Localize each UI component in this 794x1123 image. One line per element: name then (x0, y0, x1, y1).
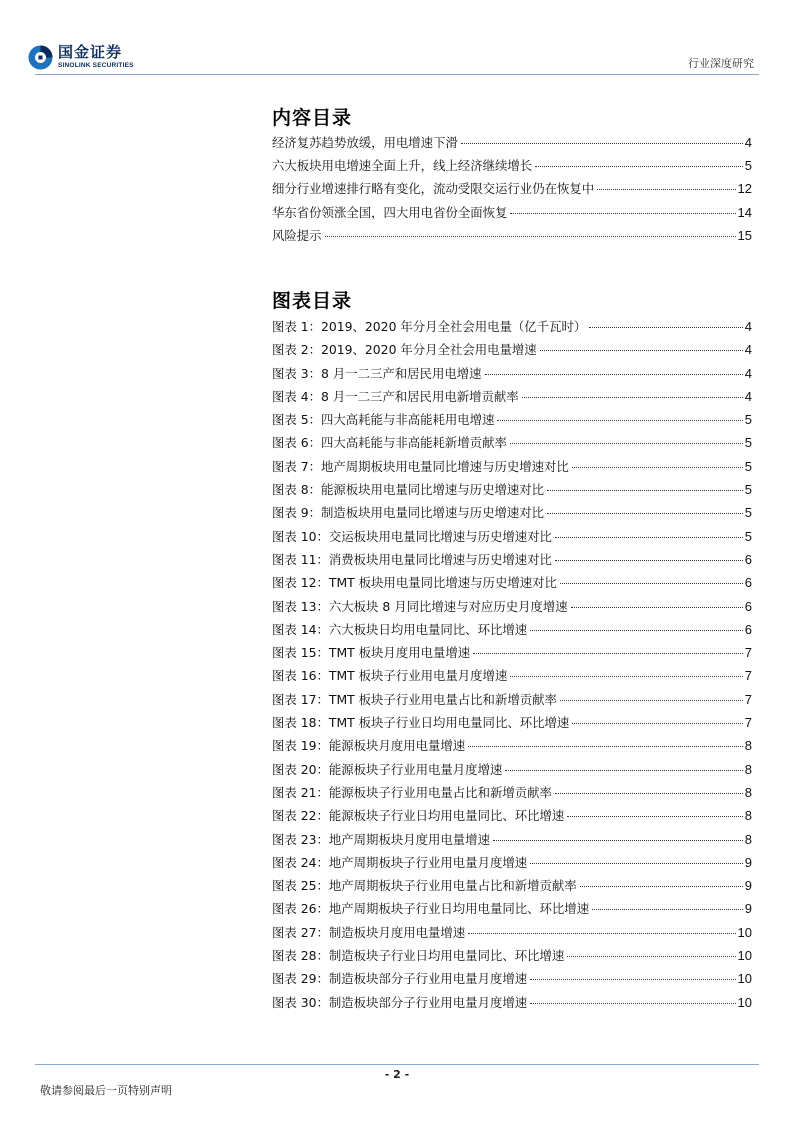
dot-leader (510, 676, 742, 677)
toc-entry-label: 图表 6：四大高耗能与非高能耗新增贡献率 (272, 435, 507, 451)
toc-entry-page: 5 (744, 505, 752, 521)
dot-leader (589, 327, 743, 328)
disclaimer-text: 敬请参阅最后一页特别声明 (40, 1084, 172, 1097)
toc-entry-page: 6 (744, 575, 752, 591)
toc-entry[interactable] (272, 899, 752, 922)
toc-entry-page: 9 (744, 854, 752, 870)
toc-entry-label: 图表 4：8 月一二三产和居民用电新增贡献率 (272, 388, 519, 404)
toc-entry[interactable] (272, 573, 752, 596)
toc-entry-page: 12 (737, 181, 752, 197)
dot-leader (580, 886, 743, 887)
toc-entry-label: 图表 30：制造板块部分子行业用电量月度增速 (272, 994, 528, 1010)
toc-entry-page: 10 (737, 971, 752, 987)
toc-entry-label: 图表 14：六大板块日均用电量同比、环比增速 (272, 621, 528, 637)
toc-entry-label: 图表 1：2019、2020 年分月全社会用电量（亿千瓦时） (272, 319, 587, 334)
footer-divider (35, 1064, 759, 1065)
toc-entry-label: 风险提示 (272, 227, 322, 243)
toc-entry[interactable] (272, 666, 752, 689)
toc-entry-label: 经济复苏趋势放缓，用电增速下滑 (272, 135, 458, 150)
dot-leader (530, 863, 743, 864)
toc-entry-page: 8 (744, 808, 752, 824)
toc-entry-label: 华东省份领涨全国，四大用电省份全面恢复 (272, 204, 508, 220)
toc-entry-label: 图表 9：制造板块用电量同比增速与历史增速对比 (272, 505, 545, 521)
toc-entry-label: 图表 11：消费板块用电量同比增速与历史增速对比 (272, 551, 552, 567)
dot-leader (468, 933, 735, 934)
dot-leader (555, 560, 743, 561)
toc-entry-page: 15 (737, 227, 752, 243)
toc-entry-page: 5 (744, 458, 752, 474)
toc-entry[interactable] (272, 133, 752, 156)
dot-leader (522, 397, 743, 398)
dot-leader (468, 746, 743, 747)
toc-entry-page: 7 (744, 668, 752, 684)
dot-leader (530, 630, 743, 631)
toc-entry[interactable] (272, 203, 752, 226)
toc-entry-page: 7 (744, 715, 752, 731)
dot-leader (547, 513, 743, 514)
toc-entry-page: 6 (744, 551, 752, 567)
toc-entry[interactable] (272, 830, 752, 853)
toc-entry-page: 10 (737, 948, 752, 964)
toc-entry-label: 图表 10：交运板块用电量同比增速与历史增速对比 (272, 528, 552, 544)
contents-list (272, 133, 752, 249)
dot-leader (505, 770, 742, 771)
toc-entry-page: 8 (744, 738, 752, 754)
dot-leader (567, 956, 735, 957)
dot-leader (535, 166, 743, 167)
figures-title: 图表目录 (272, 290, 353, 312)
dot-leader (530, 979, 735, 980)
toc-entry-page: 7 (744, 691, 752, 707)
toc-entry-page: 9 (744, 901, 752, 917)
toc-entry-label: 图表 3：8 月一二三产和居民用电增速 (272, 365, 482, 381)
toc-entry-page: 6 (744, 598, 752, 614)
toc-entry[interactable] (272, 853, 752, 876)
toc-entry[interactable] (272, 760, 752, 783)
toc-entry[interactable] (272, 643, 752, 666)
dot-leader (572, 467, 743, 468)
dot-leader (560, 700, 743, 701)
toc-entry-page: 10 (737, 994, 752, 1010)
toc-entry-label: 图表 24：地产周期板块子行业用电量月度增速 (272, 854, 528, 870)
toc-entry-page: 4 (744, 365, 752, 381)
toc-entry[interactable] (272, 364, 752, 387)
company-logo (28, 44, 134, 70)
dot-leader (325, 236, 736, 237)
toc-entry[interactable] (272, 946, 752, 969)
toc-entry[interactable] (272, 226, 752, 249)
toc-entry[interactable] (272, 527, 752, 550)
toc-entry[interactable] (272, 387, 752, 410)
toc-entry[interactable] (272, 993, 752, 1016)
toc-entry[interactable] (272, 480, 752, 503)
toc-entry[interactable] (272, 503, 752, 526)
toc-entry-label: 图表 12：TMT 板块用电量同比增速与历史增速对比 (272, 575, 557, 591)
toc-entry[interactable] (272, 179, 752, 202)
toc-entry-page: 8 (744, 831, 752, 847)
dot-leader (560, 583, 743, 584)
toc-entry-label: 细分行业增速排行略有变化，流动受限交运行业仍在恢复中 (272, 181, 595, 197)
report-type-label: 行业深度研究 (688, 57, 754, 70)
toc-entry[interactable] (272, 340, 752, 363)
toc-entry-label: 图表 21：能源板块子行业用电量占比和新增贡献率 (272, 784, 552, 800)
figures-list (272, 317, 752, 1016)
toc-entry-page: 4 (744, 135, 752, 150)
toc-entry-label: 图表 17：TMT 板块子行业用电量占比和新增贡献率 (272, 691, 557, 707)
toc-entry-page: 9 (744, 878, 752, 894)
logo-icon (28, 45, 53, 70)
toc-entry-label: 六大板块用电增速全面上升，线上经济继续增长 (272, 158, 533, 174)
toc-entry-label: 图表 28：制造板块子行业日均用电量同比、环比增速 (272, 948, 565, 964)
dot-leader (592, 909, 743, 910)
dot-leader (473, 653, 743, 654)
dot-leader (530, 1003, 735, 1004)
toc-entry-label: 图表 7：地产周期板块用电量同比增速与历史增速对比 (272, 458, 569, 474)
toc-entry[interactable] (272, 923, 752, 946)
toc-entry-page: 5 (744, 412, 752, 428)
dot-leader (493, 840, 743, 841)
dot-leader (540, 350, 743, 351)
dot-leader (510, 443, 743, 444)
toc-entry-label: 图表 26：地产周期板块子行业日均用电量同比、环比增速 (272, 901, 590, 917)
toc-entry[interactable] (272, 410, 752, 433)
toc-entry-label: 图表 2：2019、2020 年分月全社会用电量增速 (272, 342, 537, 358)
dot-leader (510, 213, 735, 214)
toc-entry[interactable] (272, 433, 752, 456)
toc-entry-label: 图表 15：TMT 板块月度用电量增速 (272, 645, 471, 661)
toc-entry[interactable] (272, 690, 752, 713)
toc-entry-page: 5 (744, 528, 752, 544)
contents-title: 内容目录 (272, 107, 353, 129)
toc-entry-page: 8 (744, 761, 752, 777)
dot-leader (597, 189, 735, 190)
toc-entry-page: 14 (737, 204, 752, 220)
dot-leader (461, 143, 743, 144)
dot-leader (567, 816, 742, 817)
toc-entry[interactable] (272, 783, 752, 806)
toc-entry-page: 4 (744, 319, 752, 334)
toc-entry[interactable] (272, 736, 752, 759)
toc-entry-label: 图表 29：制造板块部分子行业用电量月度增速 (272, 971, 528, 987)
toc-entry-page: 4 (744, 342, 752, 358)
brand-name-cn: 国金证券 (58, 43, 123, 61)
toc-entry-page: 5 (744, 158, 752, 174)
dot-leader (555, 793, 743, 794)
page-header (0, 0, 794, 80)
dot-leader (572, 723, 742, 724)
dot-leader (497, 420, 742, 421)
toc-entry-page: 7 (744, 645, 752, 661)
toc-entry-page: 8 (744, 784, 752, 800)
toc-entry[interactable] (272, 620, 752, 643)
toc-entry-label: 图表 23：地产周期板块月度用电量增速 (272, 831, 490, 847)
page-number: - 2 - (384, 1068, 410, 1081)
brand-name-en: SINOLINK SECURITIES (58, 62, 134, 69)
toc-entry[interactable] (272, 550, 752, 573)
toc-entry-page: 5 (744, 435, 752, 451)
dot-leader (485, 374, 743, 375)
toc-entry-label: 图表 16：TMT 板块子行业用电量月度增速 (272, 668, 508, 684)
dot-leader (547, 490, 743, 491)
toc-entry[interactable] (272, 876, 752, 899)
toc-entry[interactable] (272, 969, 752, 992)
toc-entry-page: 10 (737, 924, 752, 940)
toc-entry[interactable] (272, 457, 752, 480)
dot-leader (571, 607, 743, 608)
toc-entry-label: 图表 5：四大高耗能与非高能耗用电增速 (272, 412, 495, 428)
toc-entry-page: 5 (744, 482, 752, 498)
toc-entry[interactable] (272, 713, 752, 736)
toc-entry-label: 图表 22：能源板块子行业日均用电量同比、环比增速 (272, 808, 565, 824)
toc-entry-page: 4 (744, 388, 752, 404)
toc-entry-label: 图表 19：能源板块月度用电量增速 (272, 738, 466, 754)
toc-entry-label: 图表 13：六大板块 8 月同比增速与对应历史月度增速 (272, 598, 568, 614)
toc-entry-label: 图表 18：TMT 板块子行业日均用电量同比、环比增速 (272, 715, 570, 731)
toc-entry[interactable] (272, 317, 752, 340)
header-divider (35, 74, 759, 75)
toc-entry-label: 图表 27：制造板块月度用电量增速 (272, 924, 466, 940)
toc-entry[interactable] (272, 597, 752, 620)
toc-entry-label: 图表 20：能源板块子行业用电量月度增速 (272, 761, 503, 777)
dot-leader (555, 537, 743, 538)
toc-entry-label: 图表 25：地产周期板块子行业用电量占比和新增贡献率 (272, 878, 577, 894)
toc-entry-label: 图表 8：能源板块用电量同比增速与历史增速对比 (272, 482, 545, 498)
toc-entry[interactable] (272, 806, 752, 829)
toc-entry[interactable] (272, 156, 752, 179)
toc-entry-page: 6 (744, 621, 752, 637)
